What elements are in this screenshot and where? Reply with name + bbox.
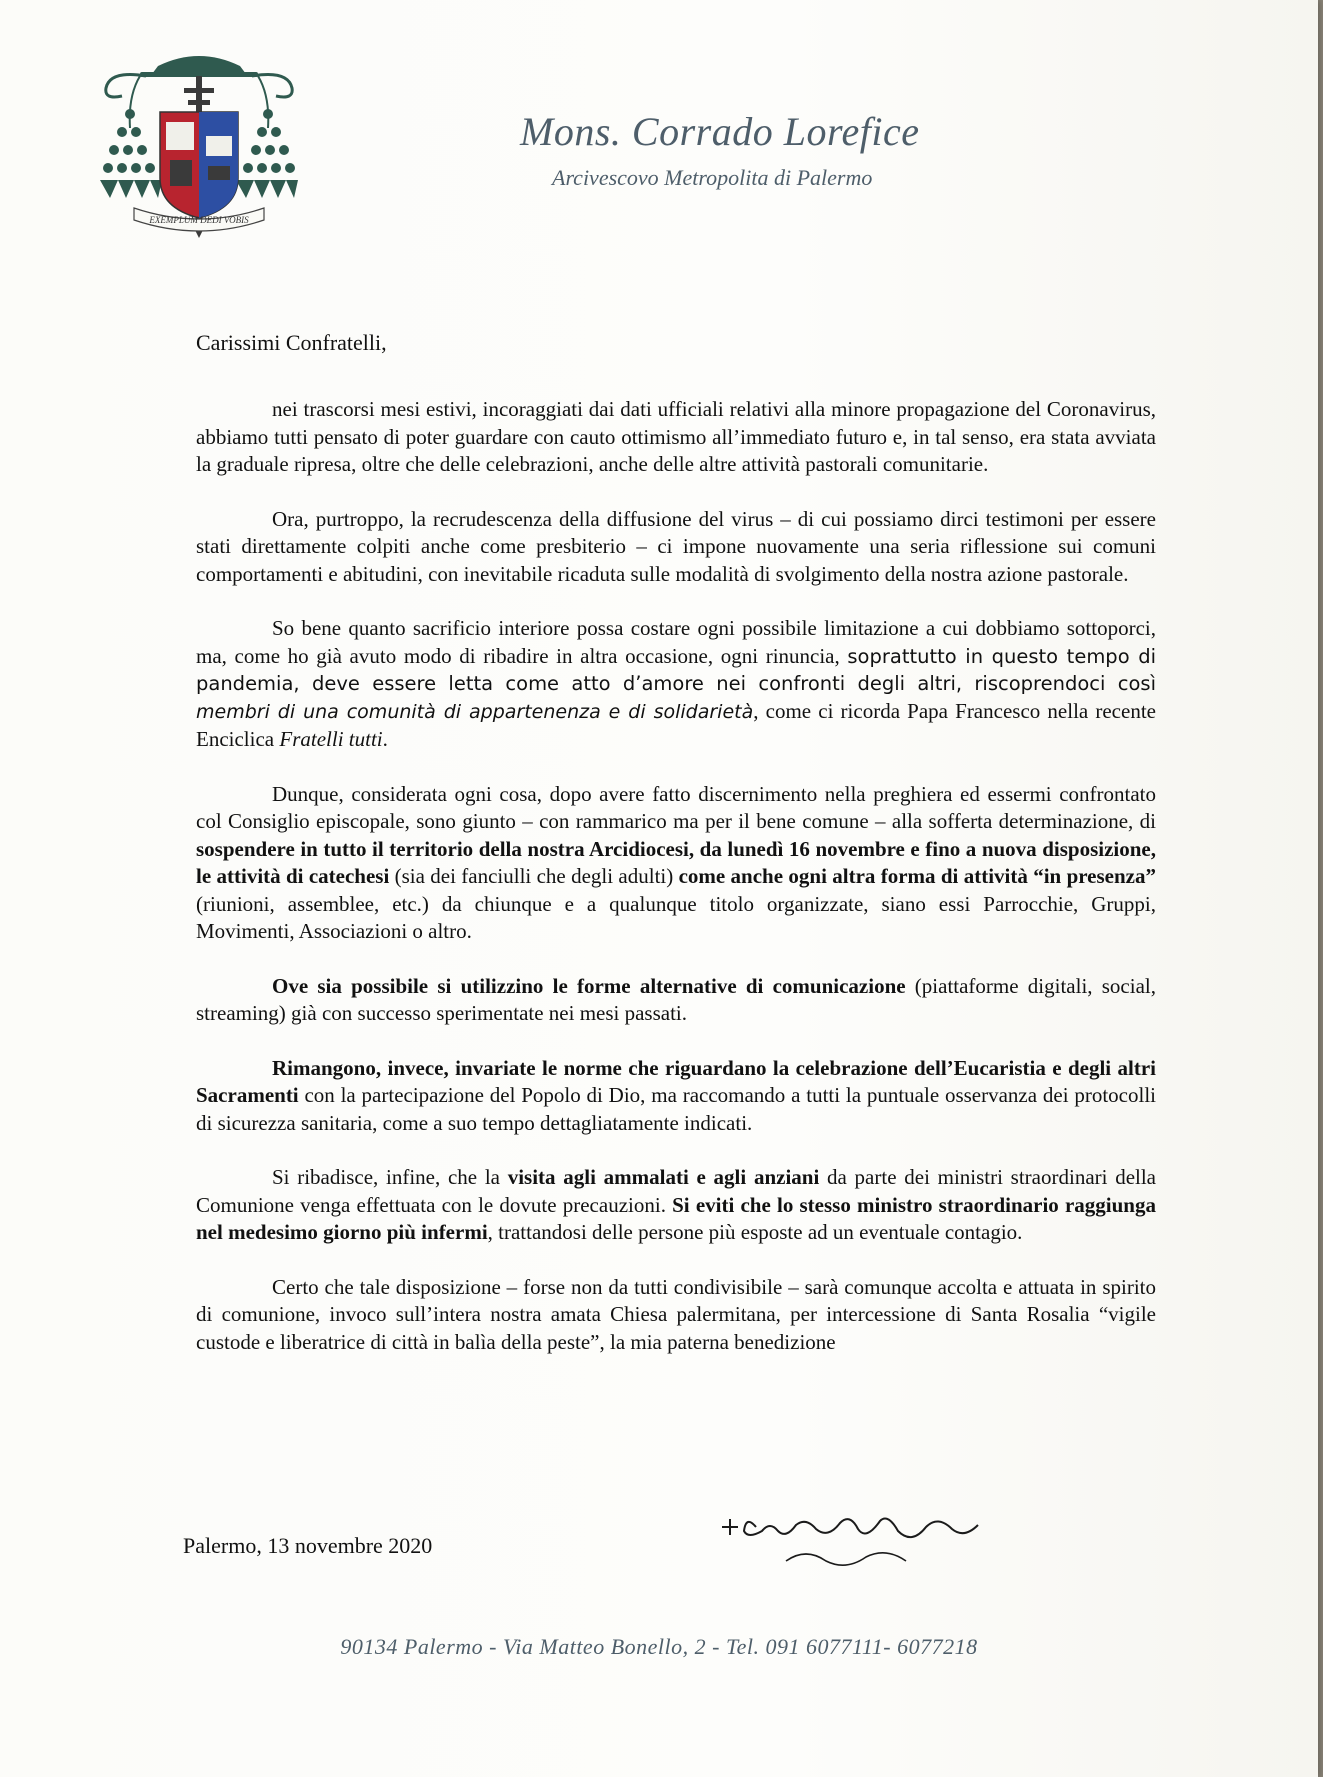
paragraph-2 xyxy=(196,506,1156,589)
signature xyxy=(716,1505,1016,1575)
text-run: , trattandosi delle persone più esposte ad un eventuale contagio. xyxy=(487,1220,1023,1244)
paragraph-6 xyxy=(196,1055,1156,1138)
footer-address: 90134 Palermo - Via Matteo Bonello, 2 - Tel. 091 6077111- 6077218 xyxy=(340,1634,978,1659)
paragraph-1 xyxy=(196,396,1156,479)
date-line: Palermo, 13 novembre 2020 xyxy=(183,1533,433,1558)
paragraph-4 xyxy=(196,781,1156,946)
text-run: da parte dei ministri straordinari della Comunione venga effettuata con le dovute precauzioni. xyxy=(196,1165,1157,1217)
salutation: Carissimi Confratelli, xyxy=(196,330,387,355)
paragraph-5 xyxy=(196,973,1156,1028)
text-run: . xyxy=(382,727,388,751)
coat-of-arms-icon xyxy=(100,48,298,244)
text-run: Rimangono, invece, invariate le norme che riguardano la celebrazione dell’Eucaristia e degli altri Sacramenti xyxy=(196,1055,1156,1107)
text-run: visita agli ammalati e agli anziani xyxy=(507,1165,820,1189)
text-run: (piattaforme digitali, social, streaming) già con successo sperimentate nei mesi passati. xyxy=(196,973,1156,1025)
text-run: So bene quanto sacrificio interiore possa costare ogni possibile limitazione a cui dobbiamo sottoporci, ma, come ho già avuto modo di ribadire in altra occasione, ogni rinuncia, xyxy=(196,616,1156,668)
text-run: Ove sia possibile si utilizzino le forme alternative di comunicazione xyxy=(272,973,906,998)
text-run: con la partecipazione del Popolo di Dio, ma raccomando a tutti la puntuale osservanza dei protocolli di sicurezza sanitaria, come a suo tempo dettagliatamente indicati. xyxy=(196,1083,1156,1135)
text-run: Dunque, considerata ogni cosa, dopo avere fatto discernimento nella preghiera ed essermi confrontato col Consiglio episcopale, sono giunto – con rammarico ma per il bene comune – alla sofferta determinazione, di xyxy=(196,781,1156,833)
text-run: Si eviti che lo stesso ministro straordinario raggiunga nel medesimo giorno più infermi xyxy=(196,1192,1156,1244)
text-run: membri di una comunità di appartenenza e di solidarietà xyxy=(196,700,754,723)
text-run: soprattutto in questo tempo di pandemia, deve essere letta come atto d’amore nei confronti degli altri, riscoprendoci così xyxy=(196,644,1156,695)
letter-body xyxy=(196,396,1156,1356)
text-run: Ora, purtroppo, la recrudescenza della diffusione del virus – di cui possiamo dirci testimoni per essere stati direttamente colpiti anche come presbiterio – ci impone nuovamente una seria riflessione sui comuni comportamenti e abitudini, con inevitabile ricaduta sulle modalità di svolgimento della nostra azione pastorale. xyxy=(196,506,1156,586)
text-run: come anche ogni altra forma di attività “in presenza” xyxy=(678,864,1157,888)
text-run: sospendere in tutto il territorio della nostra Arcidiocesi, da lunedì 16 novembre e fino a nuova disposizione, le attività di catechesi xyxy=(196,836,1156,888)
bishop-title: Arcivescovo Metropolita di Palermo xyxy=(552,165,873,190)
text-run: Certo che tale disposizione – forse non da tutti condivisibile – sarà comunque accolta e attuata in spirito di comunione, invoco sull’intera nostra amata Chiesa palermitana, per intercessione di Santa Rosalia “vigile custode e liberatrice di città in balìa della peste”, la mia paterna benedizione xyxy=(196,1274,1156,1354)
text-run: , come ci ricorda Papa Francesco nella recente Enciclica xyxy=(196,698,1156,751)
paragraph-3 xyxy=(196,615,1156,754)
paragraph-7 xyxy=(196,1164,1156,1247)
text-run: (sia dei fanciulli che degli adulti) xyxy=(389,864,679,888)
text-run: (riunioni, assemblee, etc.) da chiunque e a qualunque titolo organizzate, siano essi Parrocchie, Gruppi, Movimenti, Associazioni o altro. xyxy=(196,891,1156,943)
text-run: Fratelli tutti xyxy=(279,727,383,751)
letterhead xyxy=(520,108,1020,191)
svg-text:EXEMPLUM DEDI VOBIS: EXEMPLUM DEDI VOBIS xyxy=(149,215,249,225)
text-run: Si ribadisce, infine, che la xyxy=(272,1165,508,1189)
paragraph-8 xyxy=(196,1274,1156,1357)
text-run: nei trascorsi mesi estivi, incoraggiati dai dati ufficiali relativi alla minore propagazione del Coronavirus, abbiamo tutti pensato di poter guardare con cauto ottimismo all’immediato futuro e, in tal senso, era stata avviata la graduale ripresa, oltre che delle celebrazioni, anche delle altre attività pastorali comunitarie. xyxy=(196,397,1156,476)
bishop-name: Mons. Corrado Lorefice xyxy=(520,109,920,154)
